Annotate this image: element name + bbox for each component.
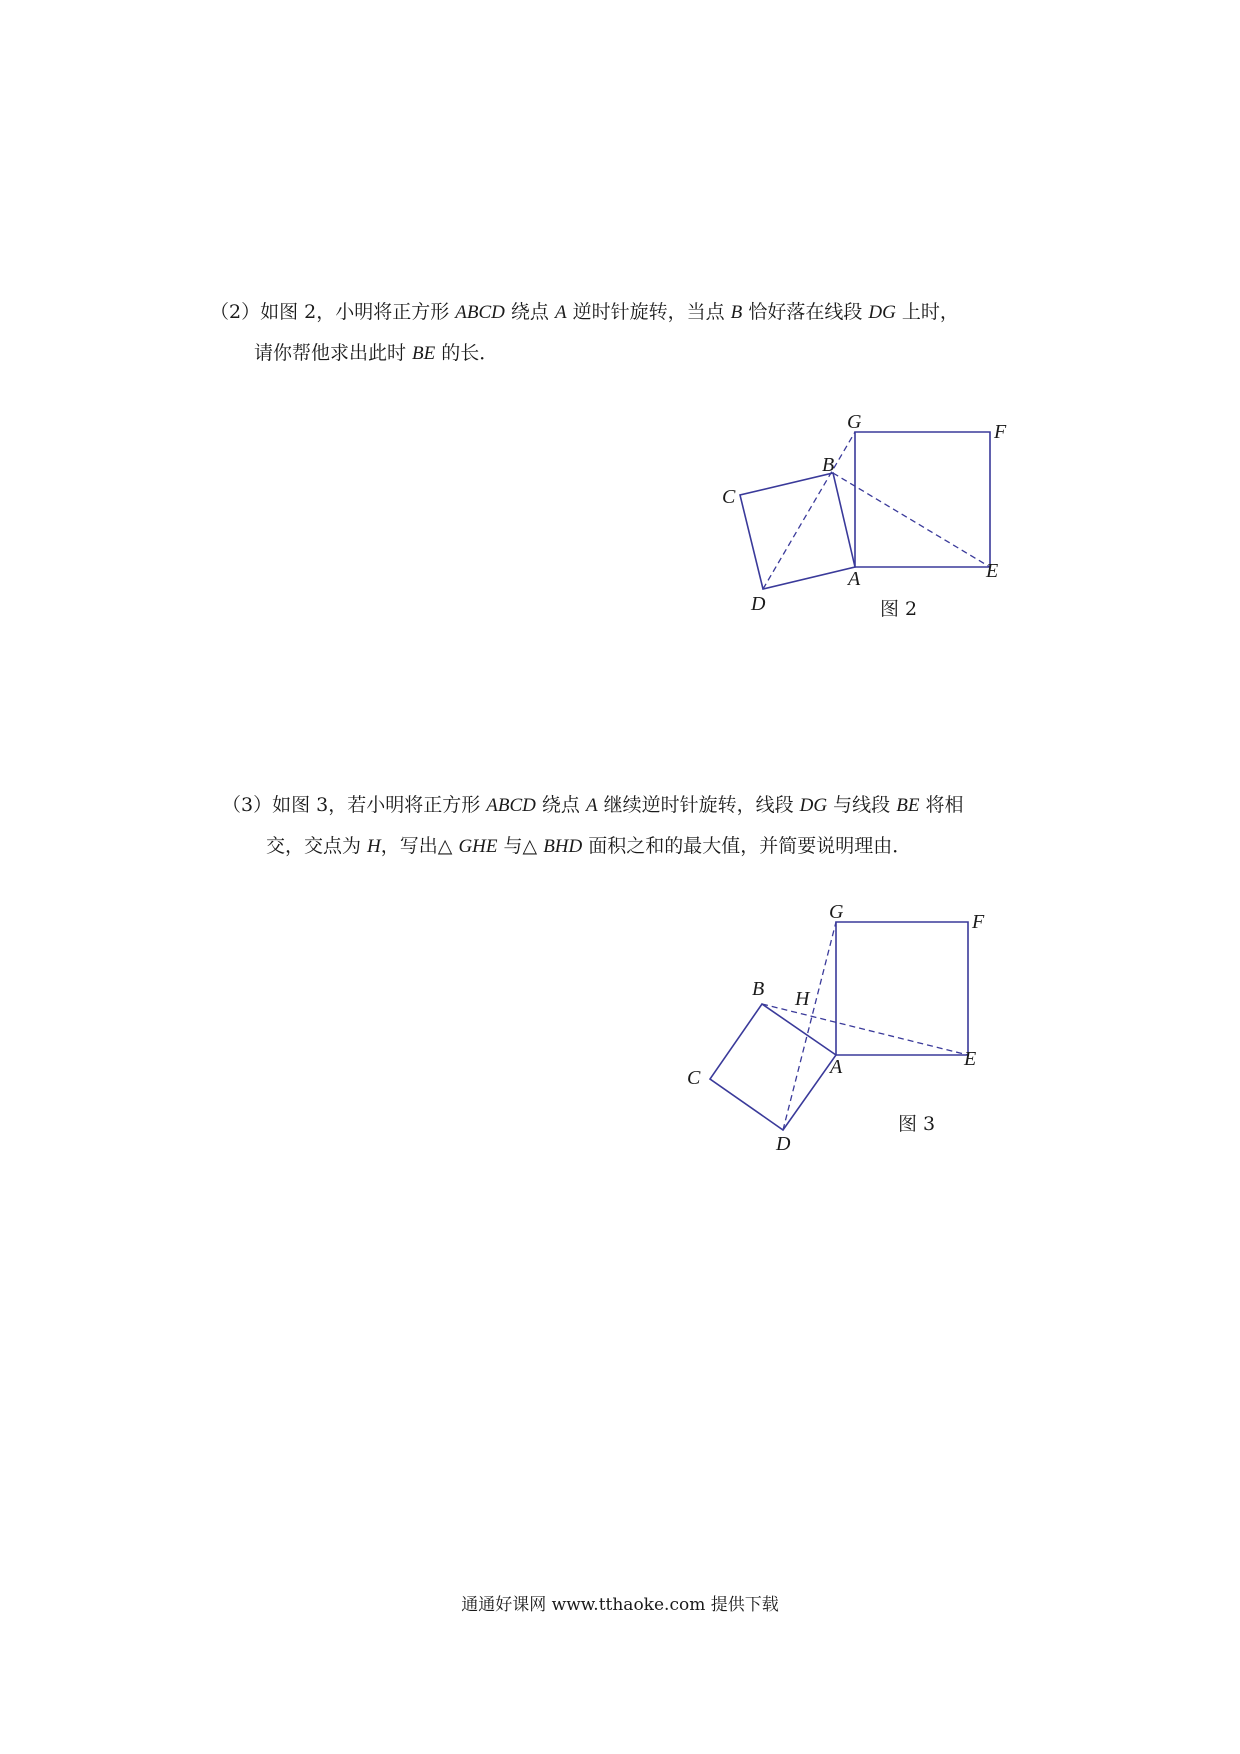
dashed-segment-dg-fig3 (783, 922, 836, 1130)
label-h-fig3: H (795, 988, 810, 1010)
math-variable: H (367, 836, 381, 857)
square-aefg-fig2 (855, 432, 990, 567)
label-b-fig2: B (822, 454, 835, 476)
dashed-segment-be-fig3 (762, 1004, 968, 1055)
text-run: （3）如图 3，若小明将正方形 (222, 794, 487, 816)
label-b-fig3: B (752, 978, 765, 1000)
square-abcd-fig2 (740, 473, 855, 589)
label-a-fig2: A (848, 568, 861, 590)
text-run: 恰好落在线段 (742, 301, 869, 323)
text-run: 逆时针旋转，当点 (566, 301, 731, 323)
label-e-fig2: E (986, 560, 999, 582)
math-variable: ABCD (486, 795, 536, 816)
text-run: ，写出△ (380, 835, 459, 857)
dashed-segment-be-fig2 (833, 473, 990, 567)
text-run: 绕点 (504, 301, 555, 323)
label-e-fig3: E (964, 1048, 977, 1070)
math-variable: DG (799, 795, 828, 816)
label-f-fig3: F (972, 911, 985, 933)
figure-2 (700, 400, 1030, 630)
label-f-fig2: F (994, 421, 1007, 443)
math-variable: A (554, 302, 567, 323)
text-run: 请你帮他求出此时 (254, 342, 413, 364)
math-variable: A (585, 795, 598, 816)
question-3-line-2 (222, 826, 963, 867)
square-abcd-fig3 (710, 1004, 836, 1130)
label-d-fig3: D (776, 1133, 791, 1155)
math-variable: GHE (458, 836, 498, 857)
text-run: 继续逆时针旋转，线段 (597, 794, 800, 816)
math-variable: DG (868, 302, 896, 323)
text-run: 面积之和的最大值，并简要说明理由． (582, 835, 912, 857)
figure-3-caption: 图 3 (898, 1113, 936, 1135)
page-footer: 通通好课网 www.tthaoke.com 提供下载 (461, 1595, 779, 1615)
math-variable: BE (896, 795, 920, 816)
question-3 (222, 785, 963, 867)
text-run: 与△ (497, 835, 544, 857)
question-2-line-2 (210, 333, 959, 374)
label-d-fig2: D (751, 593, 766, 615)
square-aefg-fig3 (836, 922, 968, 1055)
label-a-fig3: A (830, 1056, 843, 1078)
text-run: 将相 (919, 794, 964, 816)
text-run: 上时， (895, 301, 959, 323)
text-run: 的长． (435, 342, 499, 364)
math-variable: ABCD (455, 302, 505, 323)
text-run: 与线段 (827, 794, 897, 816)
question-2-line-1 (210, 292, 959, 333)
math-variable: B (730, 302, 743, 323)
label-c-fig2: C (722, 486, 736, 508)
text-run: （2）如图 2，小明将正方形 (210, 301, 456, 323)
figure-3 (680, 895, 1010, 1165)
text-run: 交，交点为 (266, 835, 368, 857)
label-c-fig3: C (687, 1067, 701, 1089)
text-run: 绕点 (535, 794, 586, 816)
math-variable: BE (412, 343, 436, 364)
question-3-line-1 (222, 785, 963, 826)
question-2 (210, 292, 959, 374)
math-variable: BHD (543, 836, 583, 857)
figure-2-caption: 图 2 (880, 598, 918, 620)
label-g-fig3: G (829, 901, 844, 923)
label-g-fig2: G (847, 411, 862, 433)
